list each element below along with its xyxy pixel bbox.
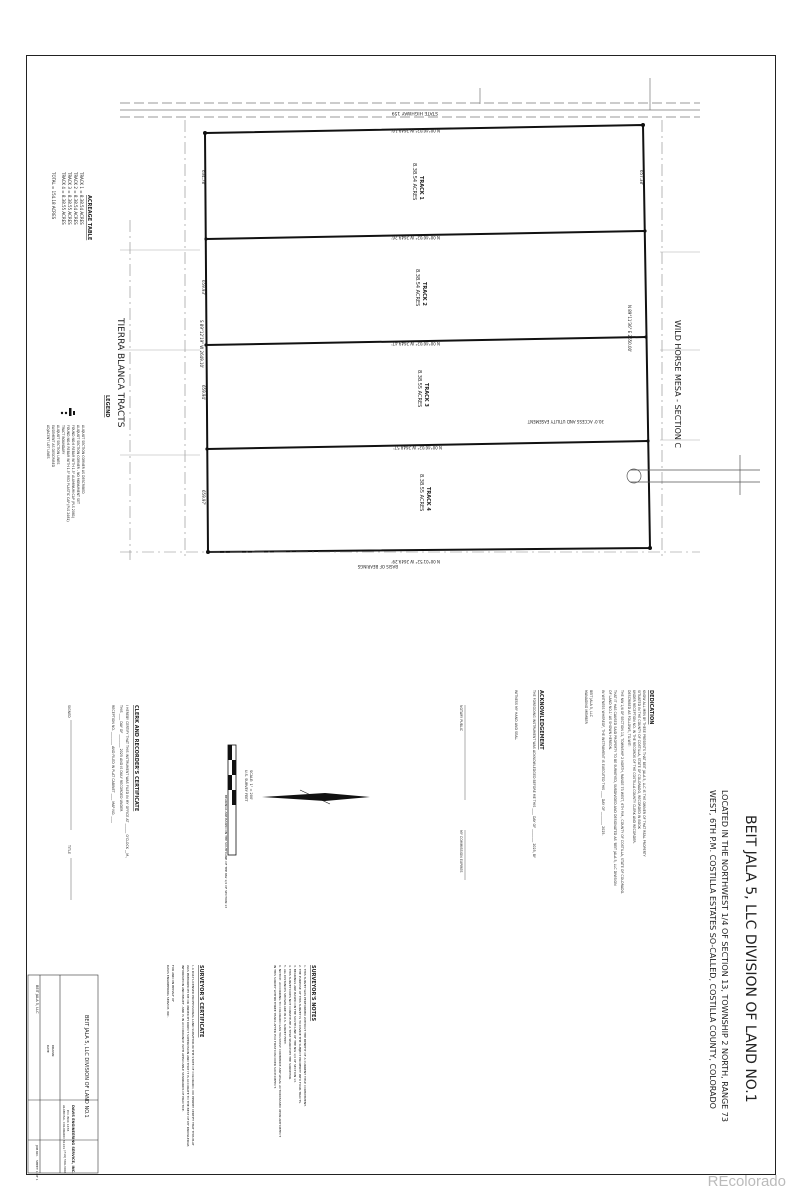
surveyor-note-line: 3. BEARINGS ARE BASED ON THE SOUTH LINE OF THE NW 1/4 OF SECTION 13. <box>293 965 297 1083</box>
legend-item-7: EASEMENT AS DESCRIBED <box>51 425 55 468</box>
surveyor-cert-line: WAS PREPARED BY ME OR UNDER MY DIRECT SUPERVISION AND THAT IT IS ACCURATE TO THE BEST OF MY KNOWLEDGE, <box>186 965 190 1148</box>
clerk-title: CLERK AND RECORDER'S CERTIFICATE <box>133 705 139 812</box>
lot-line-1-label: N 00°46'02" W 2649.26' <box>391 235 440 240</box>
side-dim-1: 634.78' <box>201 170 206 186</box>
legend-title: LEGEND <box>104 395 110 418</box>
title-block-date: DATE <box>46 1045 50 1053</box>
acreage-title: ACREAGE TABLE <box>86 195 92 241</box>
tract-1-name: TRACK 1 <box>418 176 424 200</box>
dedication-block <box>584 689 654 894</box>
title-main: BEIT JALA 5, LLC DIVISION OF LAND NO.1 <box>742 815 758 1103</box>
title-line-3: WEST, 6TH P.M. COSTILLA ESTATES SO-CALLED, COSTILLA COUNTY, COLORADO <box>708 790 717 1109</box>
surveyor-note-line: 5. ALL DISTANCES SHOWN ARE IN U.S. SURVEY FEET. <box>283 965 287 1045</box>
surveyor-notes-block <box>273 965 316 1137</box>
side-dim-2: 659.93' <box>201 280 206 296</box>
scale-bar <box>224 745 253 908</box>
legend-item-8: ADJACENT LOT LINES <box>46 425 50 459</box>
acknowledgement-block <box>459 689 544 880</box>
title-block-client: BEIT JALA 5, LLC <box>35 985 39 1014</box>
tract-labels <box>411 163 431 511</box>
dedication-line: KNOW ALL MEN BY THESE PRESENTS THAT BEIT JALA 5, LLC IS THE OWNER OF THAT REAL PROPERTY <box>642 690 646 857</box>
acknowledgement-line: MY COMMISSION EXPIRES <box>459 830 463 873</box>
legend-symbol-2 <box>65 412 67 414</box>
acreage-row-total: TOTAL = 154.18 ACRES <box>51 172 56 220</box>
east-line-label: N 89°11'36" E 2650.00' <box>627 305 632 353</box>
dedication-line: OF LAND NO.1' AS SHOWN HEREON. <box>608 690 612 751</box>
side-dim-5: 657.38' <box>639 170 644 186</box>
tract-4-name: TRACK 4 <box>425 487 431 511</box>
basis-label: BASIS OF BEARINGS <box>357 564 398 569</box>
tract-2-acres: 8.38.54 ACRES <box>414 269 420 307</box>
road-label: STATE HIGHWAY 159 <box>391 110 438 115</box>
lot-line-2-label: N 00°46'02" W 2649.47' <box>391 341 440 346</box>
dedication-line: BEIT JALA 5, LLC <box>589 690 593 717</box>
clerk-line: SIGNED <box>67 705 71 718</box>
acreage-row-3: TRACK 3 = 8.38.55 ACRES <box>67 172 72 225</box>
legend-item-4: FOUND NO.6 REBAR WITH 1.5" RED PLASTIC CAP (PLS 2481) <box>66 425 70 522</box>
surveyor-cert-title: SURVEYOR'S CERTIFICATE <box>198 965 204 1038</box>
tract-1-acres: 8.38.54 ACRES <box>411 163 417 201</box>
scale-line-2: U.S. SURVEY FEET <box>244 770 248 802</box>
north-arrow <box>262 790 370 804</box>
legend-symbol-3 <box>69 408 72 416</box>
tract-2-name: TRACK 2 <box>421 282 427 306</box>
title-line-2: LOCATED IN THE NORTHWEST 1/4 OF SECTION 13, TOWNSHIP 2 NORTH, RANGE 73 <box>720 790 729 1122</box>
scale-note: BEARINGS ARE BASED ON THE SOUTH LINE OF THE NW 1/4 OF SECTION 13 <box>224 795 228 909</box>
legend <box>46 395 110 522</box>
west-neighbor-label: TIERRA BLANCA TRACTS <box>115 318 125 428</box>
acknowledgement-title: ACKNOWLEDGEMENT <box>538 690 544 750</box>
clerk-line: THIS ____ DAY OF ________ 2025 AND IS DULY RECORDED UNDER <box>119 705 123 812</box>
south-line-label: N 00°01'52" W 2649.29' <box>391 559 440 564</box>
legend-item-1: ALIQUOT SECTION CORNER AS DESCRIBED <box>81 425 85 494</box>
surveyor-note-line: 4. THIS SURVEY DOES NOT CONSTITUTE A TITLE SEARCH BY THE SURVEYOR. <box>288 965 292 1080</box>
acreage-table <box>51 171 92 241</box>
legend-item-5: TRACT BOUNDARY <box>61 425 65 455</box>
easement-label: 30.0' ACCESS AND UTILITY EASEMENT <box>527 419 604 424</box>
acreage-row-4: TRACK 4 = 8.38.55 ACRES <box>61 172 66 225</box>
clerk-line: TITLE <box>67 845 71 854</box>
title-block-firm-address: P.O. BOX 1458 <box>66 1110 70 1132</box>
title-block-firm-city: ALAMOSA, COLORADO 81101 <box>62 1105 66 1150</box>
side-dim-3: 659.94' <box>201 385 206 401</box>
title-block-drawn: DRAWN <box>51 1045 55 1057</box>
clerk-line: I HEREBY CERTIFY THAT THIS INSTRUMENT WAS FILED IN MY OFFICE AT ______ O'CLOCK __M., <box>125 705 129 859</box>
lot-line-3-label: N 00°46'02" W 2648.57' <box>393 445 442 450</box>
tract-4-acres: 8.38.55 ACRES <box>418 474 424 512</box>
surveyor-cert-line: INFORMATION AND BELIEF, AND IS IN ACCORDANCE WITH APPLICABLE STANDARDS OF PRACTICE. <box>181 965 185 1112</box>
north-line-label: N 00°46'02" W 2649.10' <box>391 128 440 133</box>
title-block-sheet: SHEET 1 OF 1 <box>35 1160 39 1181</box>
access-road <box>627 455 760 495</box>
surveyor-notes-title: SURVEYOR'S NOTES <box>310 965 316 1022</box>
surveyor-cert-line: I, A DULY LICENSED PROFESSIONAL LAND SURVEYOR IN THE STATE OF COLORADO, DO HEREBY CERTIFY THAT THIS PLAT <box>191 965 195 1146</box>
dedication-line: THAT IT HAS CAUSED SAID PROPERTY TO BE SURVEYED, SUBDIVIDED AND DESIGNATED AS 'BEIT JALA 5, LLC DIVISION <box>613 690 617 886</box>
clerk-block <box>67 704 139 900</box>
dedication-line: IN WITNESS WHEREOF, THE INSTRUMENT IS EXECUTED THIS ____ DAY OF ________ 2025. <box>601 690 605 836</box>
title-block-job: JOB NO. <box>35 1145 39 1157</box>
surveyor-note-line: 2. THE PURPOSE OF THIS SURVEY IS TO DIVIDE THE SUBJECT PROPERTY INTO FOUR TRACTS. <box>298 965 302 1104</box>
surveyor-note-line: 6. NOTICE: ACCORDING TO COLORADO LAW YOU MUST COMMENCE ANY LEGAL ACTION BASED UPON ANY DEFECT <box>278 965 282 1138</box>
watermark: REcolorado <box>707 1173 786 1190</box>
dedication-line: UNDER RECEPTION NO. IN THE RECORDS OF THE COSTILLA COUNTY CLERK AND RECORDER. <box>632 690 636 844</box>
legend-symbol-4 <box>73 411 75 415</box>
legend-item-3: FOUND NO.6 REBAR WITH 1.5" ALUMINUM CAP (PLS 2081) <box>71 425 75 519</box>
surveyor-certificate-block <box>166 965 204 1147</box>
acknowledgement-line: NOTARY PUBLIC <box>459 705 463 731</box>
surveyor-note-line: IN THIS SURVEY WITHIN THREE YEARS AFTER YOU FIRST DISCOVER SUCH DEFECT. <box>273 965 277 1089</box>
west-line-label: S 89°12'19" W 2649.10' <box>199 320 204 369</box>
acreage-row-1: TRACK 1 = 8.38.54 ACRES <box>79 172 84 225</box>
dedication-line: THE NW 1/4 OF SECTION 13, TOWNSHIP 2 NORTH, RANGE 73 WEST, 6TH P.M., COUNTY OF COSTILLA, STATE OF COLORADO. <box>620 690 624 895</box>
dedication-line: DESCRIBED AS FOLLOWS, TO-WIT: <box>627 690 631 747</box>
dedication-line: MANAGING MEMBER <box>584 690 588 724</box>
dedication-line: SITUATED IN THE COUNTY OF COSTILLA, STATE OF COLORADO, RECORDED IN BOOK <box>637 690 641 829</box>
title-block-project: BEIT JALA 5, LLC DIVISION OF LAND NO.1 <box>83 1015 89 1118</box>
legend-item-2: ALIQUOT SECTION CORNER - NO MONUMENT SET <box>76 425 80 504</box>
surveyor-note-line: 1. THIS SURVEY WAS PERFORMED WITHOUT THE BENEFIT OF A CURRENT TITLE COMMITMENT. <box>303 965 307 1107</box>
dedication-title: DEDICATION <box>648 690 654 725</box>
surveyor-cert-line: DAVIS ENGINEERING SERVICE, INC. <box>166 965 170 1018</box>
clerk-line: RECEPTION NO. ________ AND FILED IN PLAT CABINET ____ MAP NO. ____ <box>111 705 115 824</box>
acreage-row-2: TRACK 2 = 8.38.54 ACRES <box>73 172 78 225</box>
tract-3-name: TRACK 3 <box>423 383 429 407</box>
legend-item-6: ALIQUOT SECTION LINES <box>56 425 60 465</box>
legend-symbol-1 <box>61 412 63 414</box>
title-block-text <box>35 985 89 1181</box>
acknowledgement-line: THE FOREGOING INSTRUMENT WAS ACKNOWLEDGED BEFORE ME THIS ____ DAY OF ________ 2025, BY <box>532 690 536 858</box>
acknowledgement-line: WITNESS MY HAND AND SEAL. <box>514 690 518 741</box>
plat-title <box>708 790 758 1122</box>
tract-3-acres: 8.38.55 ACRES <box>416 370 422 408</box>
east-neighbor-label: WILD HORSE MESA - SECTION C <box>673 320 682 448</box>
title-block-firm: DAVIS ENGINEERING SERVICE, INC. <box>71 1105 75 1174</box>
scale-line-1: SCALE: 1" = 200' <box>249 770 253 801</box>
side-dim-4: 659.97' <box>201 490 206 506</box>
title-block-firm-phone: (719) 589-3004 <box>63 1150 67 1174</box>
surveyor-cert-line: FOR AND ON BEHALF OF <box>171 965 175 1002</box>
